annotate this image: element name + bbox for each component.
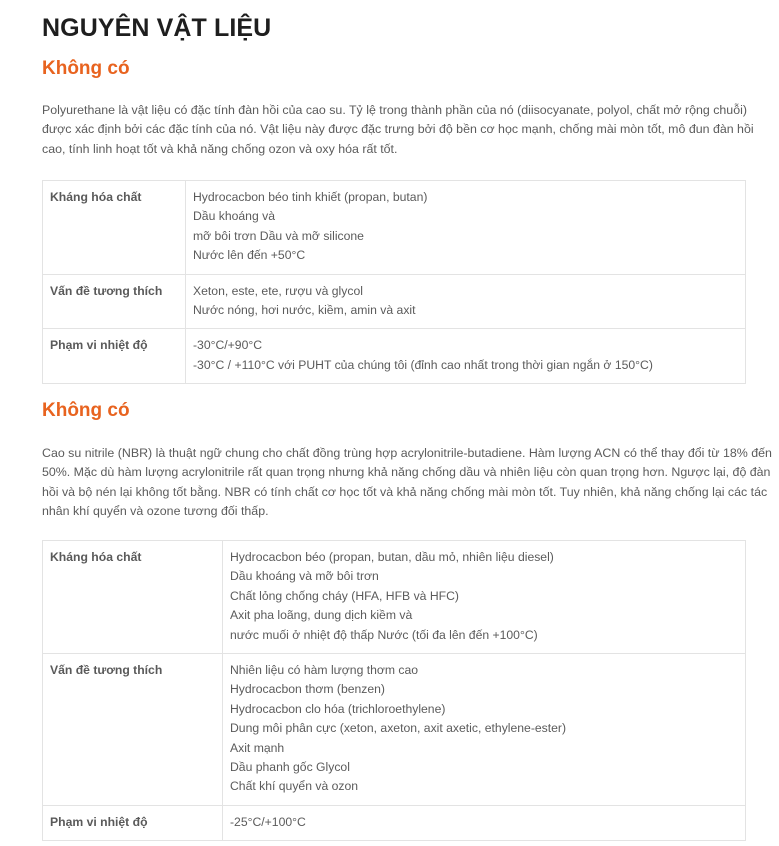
row-value xyxy=(223,654,746,806)
table-row xyxy=(43,654,746,806)
value-line: Chất lỏng chống cháy (HFA, HFB và HFC) xyxy=(230,588,459,603)
value-line: Nước nóng, hơi nước, kiềm, amin và axit xyxy=(193,303,416,318)
value-line: mỡ bôi trơn Dầu và mỡ silicone xyxy=(193,228,364,243)
row-label: Phạm vi nhiệt độ xyxy=(43,329,186,384)
value-line: Axit pha loãng, dung dịch kiềm và xyxy=(230,608,413,623)
value-line: Axit mạnh xyxy=(230,740,285,755)
row-label: Vấn đề tương thích xyxy=(43,654,223,806)
table-row xyxy=(43,274,746,329)
row-value xyxy=(223,541,746,654)
row-label: Kháng hóa chất xyxy=(43,181,186,275)
value-line: -30°C/+90°C xyxy=(193,338,263,353)
section-title-polyurethane: Không có xyxy=(42,58,130,79)
value-line: Dầu khoáng và xyxy=(193,209,275,224)
value-line: Dầu phanh gốc Glycol xyxy=(230,760,350,775)
value-line: Hydrocacbon béo (propan, butan, dầu mỏ, nhiên liệu diesel) xyxy=(230,550,554,564)
description-line: 50%. Mặc dù hàm lượng acrylonitrile rất quan trọng nhưng khả năng chống dầu và nhiên liệu còn quan trọng hơn. Ngược lại, độ đàn xyxy=(42,465,771,480)
section-description-polyurethane xyxy=(42,101,754,159)
description-line: nhân khí quyển và ozone tương đối thấp. xyxy=(42,504,269,519)
description-line: được xác định bởi các đặc tính của nó. Vật liệu này được đặc trưng bởi độ bền cơ học mạnh, chống mài mòn tốt, mô đun đàn hồi xyxy=(42,122,754,137)
value-line: Hydrocacbon clo hóa (trichloroethylene) xyxy=(230,701,446,716)
value-line: Xeton, este, ete, rượu và glycol xyxy=(193,283,363,298)
description-line: hồi và bộ nén lại không tốt bằng. NBR có tính chất cơ học tốt và khả năng chống mài mòn tốt. Tuy nhiên, khả năng chống lại các tác xyxy=(42,484,768,499)
value-line: -30°C / +110°C với PUHT của chúng tôi (đỉnh cao nhất trong thời gian ngắn ở 150°C) xyxy=(193,357,653,372)
description-line: Polyurethane là vật liệu có đặc tính đàn hồi của cao su. Tỷ lệ trong thành phần của nó (diisocyanate, polyol, chất mở rộng chuỗi) xyxy=(42,103,747,117)
row-value xyxy=(223,805,746,840)
value-line: Nhiên liệu có hàm lượng thơm cao xyxy=(230,663,419,678)
table-row xyxy=(43,805,746,840)
page-title: NGUYÊN VẬT LIỆU xyxy=(42,14,272,42)
value-line: Hydrocacbon béo tinh khiết (propan, butan) xyxy=(193,190,428,204)
value-line: Dầu khoáng và mỡ bôi trơn xyxy=(230,569,379,584)
properties-table-polyurethane xyxy=(42,180,746,384)
row-label: Kháng hóa chất xyxy=(43,541,223,654)
section-description-nitrile xyxy=(42,444,772,522)
table-row xyxy=(43,329,746,384)
value-line: -25°C/+100°C xyxy=(230,814,306,829)
table-row xyxy=(43,181,746,275)
row-label: Vấn đề tương thích xyxy=(43,274,186,329)
value-line: nước muối ở nhiệt độ thấp Nước (tối đa lên đến +100°C) xyxy=(230,627,538,642)
table-row xyxy=(43,541,746,654)
description-line: Cao su nitrile (NBR) là thuật ngữ chung cho chất đồng trùng hợp acrylonitrile-butadiene. Hàm lượng ACN có thể thay đổi từ 18% đến xyxy=(42,446,772,460)
value-line: Nước lên đến +50°C xyxy=(193,248,306,263)
value-line: Dung môi phân cực (xeton, axeton, axit axetic, ethylene-ester) xyxy=(230,721,567,736)
properties-table-nitrile xyxy=(42,540,746,841)
row-value xyxy=(186,181,746,275)
section-title-nitrile: Không có xyxy=(42,400,130,421)
row-label: Phạm vi nhiệt độ xyxy=(43,805,223,840)
value-line: Hydrocacbon thơm (benzen) xyxy=(230,682,385,697)
description-line: cao, tính linh hoạt tốt và khả năng chống ozon và oxy hóa rất tốt. xyxy=(42,141,398,156)
row-value xyxy=(186,329,746,384)
value-line: Chất khí quyển và ozon xyxy=(230,779,359,794)
row-value xyxy=(186,274,746,329)
